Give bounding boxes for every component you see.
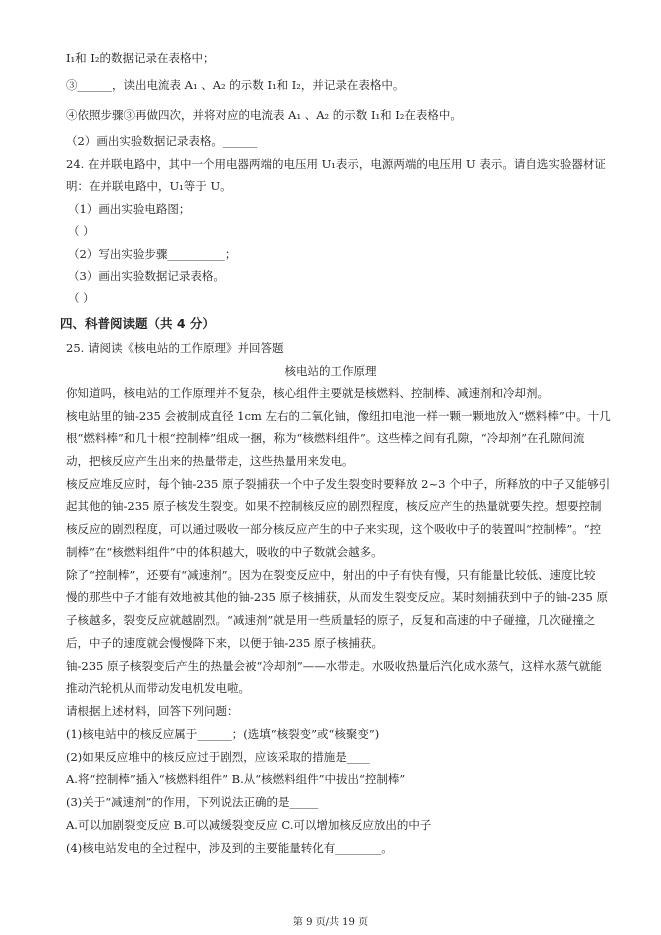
article-paragraph-4-line-4: 后，中子的速度就会慢慢降下来，以便于铀-235 原子核捕获。 (66, 636, 383, 650)
page-number: 第 9 页/共 19 页 (292, 917, 369, 928)
q23-step-4: ④依照步骤③再做四次，并将对应的电流表 A₁ 、A₂ 的示数 I₁和 I₂在表格中。 (66, 108, 462, 122)
article-paragraph-3-line-3: 核反应的剧烈程度，可以通过吸收一部分核反应产生的中子来实现，这个吸收中子的装置叫“控制棒”。“控 (66, 522, 602, 536)
article-paragraph-1: 你知道吗，核电站的工作原理并不复杂，核心组件主要就是核燃料、控制棒、减速剂和冷却剂。 (66, 386, 549, 400)
q25-subquestion-2: (2)如果反应堆中的核反应过于剧烈，应该采取的措施是____ (66, 750, 370, 764)
article-paragraph-2-line-3: 动，把核反应产生出来的热量带走，这些热量用来发电。 (66, 454, 354, 468)
article-paragraph-5-line-2: 推动汽轮机从而带动发电机发电啦。 (66, 681, 250, 695)
q24-answer-blank-1: （ ） (68, 224, 95, 238)
q25-prompt: 请根据上述材料，回答下列问题： (66, 704, 239, 718)
article-paragraph-2-line-2: 根“燃料棒”和几十根“控制棒”组成一捆，称为“核燃料组件”。这些棒之间有孔隙，“冷却剂”在孔隙间流 (66, 431, 585, 445)
q23-part-2: （2）画出实验数据记录表格。______ (66, 134, 258, 148)
q24-stem-line-2: 明：在并联电路中，U₁等于 U。 (66, 179, 232, 193)
article-paragraph-4-line-3: 子核越多，裂变反应就越剧烈。“减速剂”就是用一些质量轻的原子，反复和高速的中子碰撞，几次碰撞之 (66, 613, 596, 627)
q25-subquestion-1: (1)核电站中的核反应属于______；(选填“核裂变”或“核聚变”) (66, 727, 380, 741)
q25-intro: 25. 请阅读《核电站的工作原理》并回答题 (66, 341, 284, 355)
section-title: 四、科普阅读题（共 4 分） (60, 316, 215, 331)
article-paragraph-5-line-1: 铀-235 原子核裂变后产生的热量会被“冷却剂”——水带走。水吸收热量后汽化成水蒸气，这样水蒸气就能 (66, 659, 602, 673)
article-paragraph-4-line-2: 慢的那些中子才能有效地被其他的铀-235 原子核捕获，从而发生裂变反应。某时刻捕获到中子的铀-235 原 (66, 590, 608, 604)
q25-subquestion-2-options: A.将“控制棒”插入“核燃料组件” B.从“核燃料组件”中拔出“控制棒” (66, 772, 406, 786)
q25-subquestion-3-options: A.可以加剧裂变反应 B.可以减缓裂变反应 C.可以增加核反应放出的中子 (66, 818, 432, 832)
article-title: 核电站的工作原理 (284, 364, 377, 378)
q25-subquestion-3: (3)关于“减速剂”的作用，下列说法正确的是_____ (66, 795, 319, 809)
article-paragraph-4-line-1: 除了“控制棒”，还要有“减速剂”。因为在裂变反应中，射出的中子有快有慢，只有能量比较低、速度比较 (66, 568, 596, 582)
q25-subquestion-4: (4)核电站发电的全过程中，涉及到的主要能量转化有________。 (66, 841, 393, 855)
q23-step-3: ③______，读出电流表 A₁ 、A₂ 的示数 I₁和 I₂，并记录在表格中。 (66, 78, 405, 92)
article-paragraph-3-line-2: 起其他的铀-235 原子核发生裂变。如果不控制核反应的剧烈程度，核反应产生的热量就要失控。想要控制 (66, 499, 602, 513)
article-paragraph-3-line-1: 核反应堆反应时，每个铀-235 原子裂捕获一个中子发生裂变时要释放 2~3 个中子，所释放的中子又能够引 (66, 477, 611, 491)
q24-part-2: （2）写出实验步骤__________； (68, 247, 237, 261)
q24-stem-line-1: 24. 在并联电路中，其中一个用电器两端的电压用 U₁表示，电源两端的电压用 U 表示。请自选实验器材证 (66, 157, 606, 171)
q24-answer-blank-2: （ ） (68, 291, 95, 305)
q23-record-line: I₁和 I₂的数据记录在表格中； (66, 51, 215, 65)
q24-part-3: （3）画出实验数据记录表格。 (68, 269, 225, 283)
article-paragraph-2-line-1: 核电站里的铀-235 会被制成直径 1cm 左右的二氧化铀，像纽扣电池一样一颗一颗地放入“燃料棒”中。十几 (66, 409, 611, 423)
q24-part-1: （1）画出实验电路图； (68, 202, 191, 216)
article-paragraph-3-line-4: 制棒”在“核燃料组件”中的体积越大，吸收的中子数就会越多。 (66, 545, 383, 559)
